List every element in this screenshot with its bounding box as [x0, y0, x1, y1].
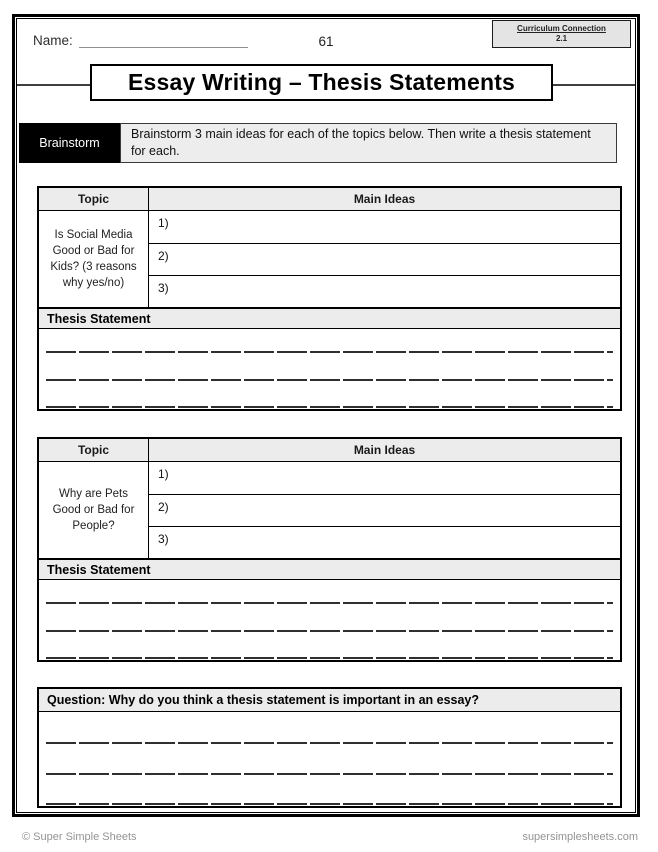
table-body — [39, 211, 620, 307]
page-footer — [22, 831, 638, 843]
writing-line[interactable] — [46, 351, 613, 353]
idea-blank-2[interactable]: 2) — [149, 243, 620, 275]
idea-blank-1[interactable]: 1) — [158, 216, 169, 230]
thesis-statement-label: Thesis Statement — [39, 558, 620, 580]
brainstorm-label: Brainstorm — [19, 123, 120, 163]
writing-line[interactable] — [46, 657, 613, 659]
curriculum-connection-number: 2.1 — [555, 34, 568, 43]
brainstorm-table-social-media — [37, 186, 622, 411]
curriculum-connection-badge — [492, 20, 631, 48]
brainstorm-table-pets — [37, 437, 622, 662]
table-body — [39, 462, 620, 558]
question-label: Question: Why do you think a thesis statement is important in an essay? — [39, 689, 620, 712]
brainstorm-instruction-row — [19, 123, 617, 163]
website-text: supersimplesheets.com — [522, 831, 638, 843]
main-ideas-cells — [149, 462, 620, 558]
writing-line[interactable] — [46, 742, 613, 744]
writing-line[interactable] — [46, 406, 613, 408]
page-frame — [12, 14, 640, 817]
idea-blank-2[interactable]: 2) — [149, 494, 620, 526]
name-label: Name: — [33, 33, 73, 48]
writing-line[interactable] — [46, 379, 613, 381]
thesis-statement-label: Thesis Statement — [39, 307, 620, 329]
main-ideas-column-header: Main Ideas — [353, 192, 416, 206]
topic-column-header: Topic — [39, 439, 149, 461]
writing-line[interactable] — [46, 602, 613, 604]
idea-blank-3[interactable]: 3) — [149, 275, 620, 307]
topic-column-header: Topic — [39, 188, 149, 210]
page-title: Essay Writing – Thesis Statements — [90, 64, 553, 101]
topic-cell: Is Social Media Good or Bad for Kids? (3 reasons why yes/no) — [39, 211, 149, 307]
thesis-writing-area[interactable] — [39, 580, 620, 660]
writing-line[interactable] — [46, 630, 613, 632]
curriculum-connection-title: Curriculum Connection — [517, 24, 606, 33]
main-ideas-column-header: Main Ideas — [353, 443, 416, 457]
brainstorm-instruction-text: Brainstorm 3 main ideas for each of the topics below. Then write a thesis statement for each. — [120, 123, 617, 163]
question-writing-area[interactable] — [39, 712, 620, 806]
question-box — [37, 687, 622, 808]
idea-blank-1[interactable]: 1) — [158, 467, 169, 481]
thesis-writing-area[interactable] — [39, 329, 620, 409]
page-number: 61 — [318, 34, 334, 49]
main-ideas-cells — [149, 211, 620, 307]
table-header-row — [39, 439, 620, 462]
table-header-row — [39, 188, 620, 211]
idea-blank-3[interactable]: 3) — [149, 526, 620, 558]
writing-line[interactable] — [46, 773, 613, 775]
writing-line[interactable] — [46, 803, 613, 805]
copyright-text: © Super Simple Sheets — [22, 831, 137, 843]
page-frame-inner — [16, 18, 636, 813]
topic-cell: Why are Pets Good or Bad for People? — [39, 462, 149, 558]
title-band — [17, 64, 635, 102]
